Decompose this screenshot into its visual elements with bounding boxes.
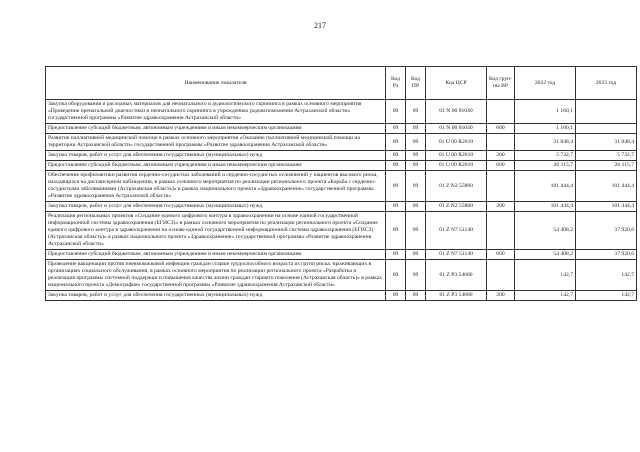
cell-y2022: 142,7 (515, 260, 576, 291)
cell-y2023 (576, 124, 637, 134)
cell-name: Обеспечение профилактики развития сердечно-сосудистых заболеваний и сердечно-сосудистых осложнений у пациентов высокого риска, находящихся на диспансерном наблюдении, в рамках основного мероприятия по реализации регионального проекта «Борьба с сердечно-сосудистыми заболеваниями (Астраханская область)» в рамках национального проекта «Здравоохранение» государственной программы «Развитие здравоохранения Астраханской области» (46, 171, 386, 202)
cell-y2023: 142,7 (576, 260, 637, 291)
cell-rz: 09 (386, 171, 406, 202)
cell-name: Реализация региональных проектов «Создание единого цифрового контура в здравоохранении на основе единой государственной информационной системы здравоохранения (ЕГИСЗ)» в рамках основного мероприятия по реализации регионального проекта «Создание единого цифрового контура в здравоохранении на основе единой государственной информационной системы здравоохранения (ЕГИСЗ) (Астраханская область)» в рамках национального проекта «Здравоохранение» государственной программы «Развитие здравоохранения Астраханской области» (46, 212, 386, 250)
table-body (46, 100, 637, 301)
cell-vr: 600 (487, 250, 515, 260)
cell-rz: 09 (386, 100, 406, 124)
cell-vr: 600 (487, 161, 515, 171)
cell-rz: 09 (386, 151, 406, 161)
cell-vr (487, 171, 515, 202)
cell-vr: 200 (487, 291, 515, 301)
cell-name: Закупка товаров, работ и услуг для обеспечения государственных (муниципальных) нужд (46, 291, 386, 301)
cell-pr: 09 (406, 260, 426, 291)
cell-name: Закупка оборудования и расходных материалов для неонатального и аудиологического скрининга в рамках основного мероприятия «Проведение пренатальной диагностики и неонатального скрининга в учреждениях родовспоможения Астраханской области» государственной программы «Развитие здравоохранения Астраханской области» (46, 100, 386, 124)
cell-rz: 09 (386, 250, 406, 260)
col-header-2022: 2022 год (515, 67, 576, 100)
table-row (46, 171, 637, 202)
cell-y2022: 5 732,7 (515, 151, 576, 161)
table-row (46, 134, 637, 151)
cell-rz: 09 (386, 124, 406, 134)
table-header-row (46, 67, 637, 100)
cell-y2023: 101 444,4 (576, 171, 637, 202)
cell-y2022: 1 160,1 (515, 124, 576, 134)
cell-vr: 200 (487, 151, 515, 161)
cell-csr: 01 Z N2 55860 (426, 171, 487, 202)
col-header-csr: Код ЦСР (426, 67, 487, 100)
cell-csr: 01 U 00 R2010 (426, 134, 487, 151)
col-header-name: Наименование показателя (46, 67, 386, 100)
cell-rz: 09 (386, 161, 406, 171)
table-row (46, 124, 637, 134)
cell-y2023: 31 848,4 (576, 134, 637, 151)
page-number: 217 (314, 21, 326, 30)
table-row (46, 161, 637, 171)
cell-csr: 01 N 00 81040 (426, 124, 487, 134)
cell-name: Проведение вакцинации против пневмококковой инфекции граждан старше трудоспособного возраста из групп риска, проживающих в организациях социального обслуживания, в рамках основного мероприятия по реализации регионального проекта «Разработка и реализация программы системной поддержки и повышения качества жизни граждан старшего поколения (Астраханская область)» в рамках национального проекта «Демография» государственной программы «Развитие здравоохранения Астраханской области» (46, 260, 386, 291)
col-header-vr: Код груп-пы ВР (487, 67, 515, 100)
cell-y2022: 142,7 (515, 291, 576, 301)
cell-csr: 01 Z N7 51140 (426, 212, 487, 250)
cell-name: Развитие паллиативной медицинской помощи в рамках основного мероприятия «Оказание паллиативной медицинской помощи на территории Астраханской области» государственной программы «Развитие здравоохранения Астраханской области» (46, 134, 386, 151)
cell-y2023: 101 444,4 (576, 202, 637, 212)
cell-rz: 09 (386, 202, 406, 212)
cell-csr: 01 Z N2 55860 (426, 202, 487, 212)
table-row (46, 212, 637, 250)
cell-y2023 (576, 100, 637, 124)
table-row (46, 202, 637, 212)
budget-table (45, 66, 637, 301)
table-row (46, 250, 637, 260)
cell-y2022: 54 408,2 (515, 212, 576, 250)
cell-y2022: 26 115,7 (515, 161, 576, 171)
cell-pr: 09 (406, 100, 426, 124)
table-row (46, 260, 637, 291)
cell-y2022: 101 444,4 (515, 171, 576, 202)
cell-vr (487, 212, 515, 250)
cell-name: Предоставление субсидий бюджетным, автономным учреждениям и иным некоммерческим организациям (46, 161, 386, 171)
cell-name: Предоставление субсидий бюджетным, автономным учреждениям и иным некоммерческим организациям (46, 250, 386, 260)
cell-rz: 09 (386, 134, 406, 151)
table-row (46, 100, 637, 124)
cell-csr: 01 Z N7 51140 (426, 250, 487, 260)
cell-pr: 09 (406, 134, 426, 151)
cell-rz: 09 (386, 212, 406, 250)
cell-y2022: 31 848,4 (515, 134, 576, 151)
cell-pr: 09 (406, 161, 426, 171)
cell-pr: 09 (406, 171, 426, 202)
cell-vr: 600 (487, 124, 515, 134)
cell-rz: 09 (386, 291, 406, 301)
cell-name: Предоставление субсидий бюджетным, автономным учреждениям и иным некоммерческим организациям (46, 124, 386, 134)
cell-csr: 01 U 00 R2010 (426, 161, 487, 171)
cell-y2023: 5 732,7 (576, 151, 637, 161)
cell-pr: 09 (406, 291, 426, 301)
cell-pr: 09 (406, 151, 426, 161)
cell-y2023: 142,7 (576, 291, 637, 301)
cell-y2023: 37 920,6 (576, 212, 637, 250)
cell-csr: 01 Z P3 54680 (426, 260, 487, 291)
cell-y2022: 1 160,1 (515, 100, 576, 124)
cell-pr: 09 (406, 202, 426, 212)
cell-pr: 09 (406, 124, 426, 134)
cell-name: Закупка товаров, работ и услуг для обеспечения государственных (муниципальных) нужд (46, 202, 386, 212)
table-row (46, 151, 637, 161)
cell-vr (487, 260, 515, 291)
cell-rz: 09 (386, 260, 406, 291)
cell-csr: 01 Z P3 54680 (426, 291, 487, 301)
cell-csr: 01 N 00 81040 (426, 100, 487, 124)
cell-y2023: 26 115,7 (576, 161, 637, 171)
cell-name: Закупка товаров, работ и услуг для обеспечения государственных (муниципальных) нужд (46, 151, 386, 161)
col-header-2023: 2023 год (576, 67, 637, 100)
col-header-pr: Код ПР (406, 67, 426, 100)
cell-csr: 01 U 00 R2010 (426, 151, 487, 161)
col-header-rz: Код Рз (386, 67, 406, 100)
cell-pr: 09 (406, 212, 426, 250)
table-row (46, 291, 637, 301)
cell-y2022: 101 444,4 (515, 202, 576, 212)
cell-y2022: 54 408,2 (515, 250, 576, 260)
cell-vr (487, 134, 515, 151)
cell-vr (487, 100, 515, 124)
cell-vr: 200 (487, 202, 515, 212)
cell-y2023: 37 920,6 (576, 250, 637, 260)
cell-pr: 09 (406, 250, 426, 260)
